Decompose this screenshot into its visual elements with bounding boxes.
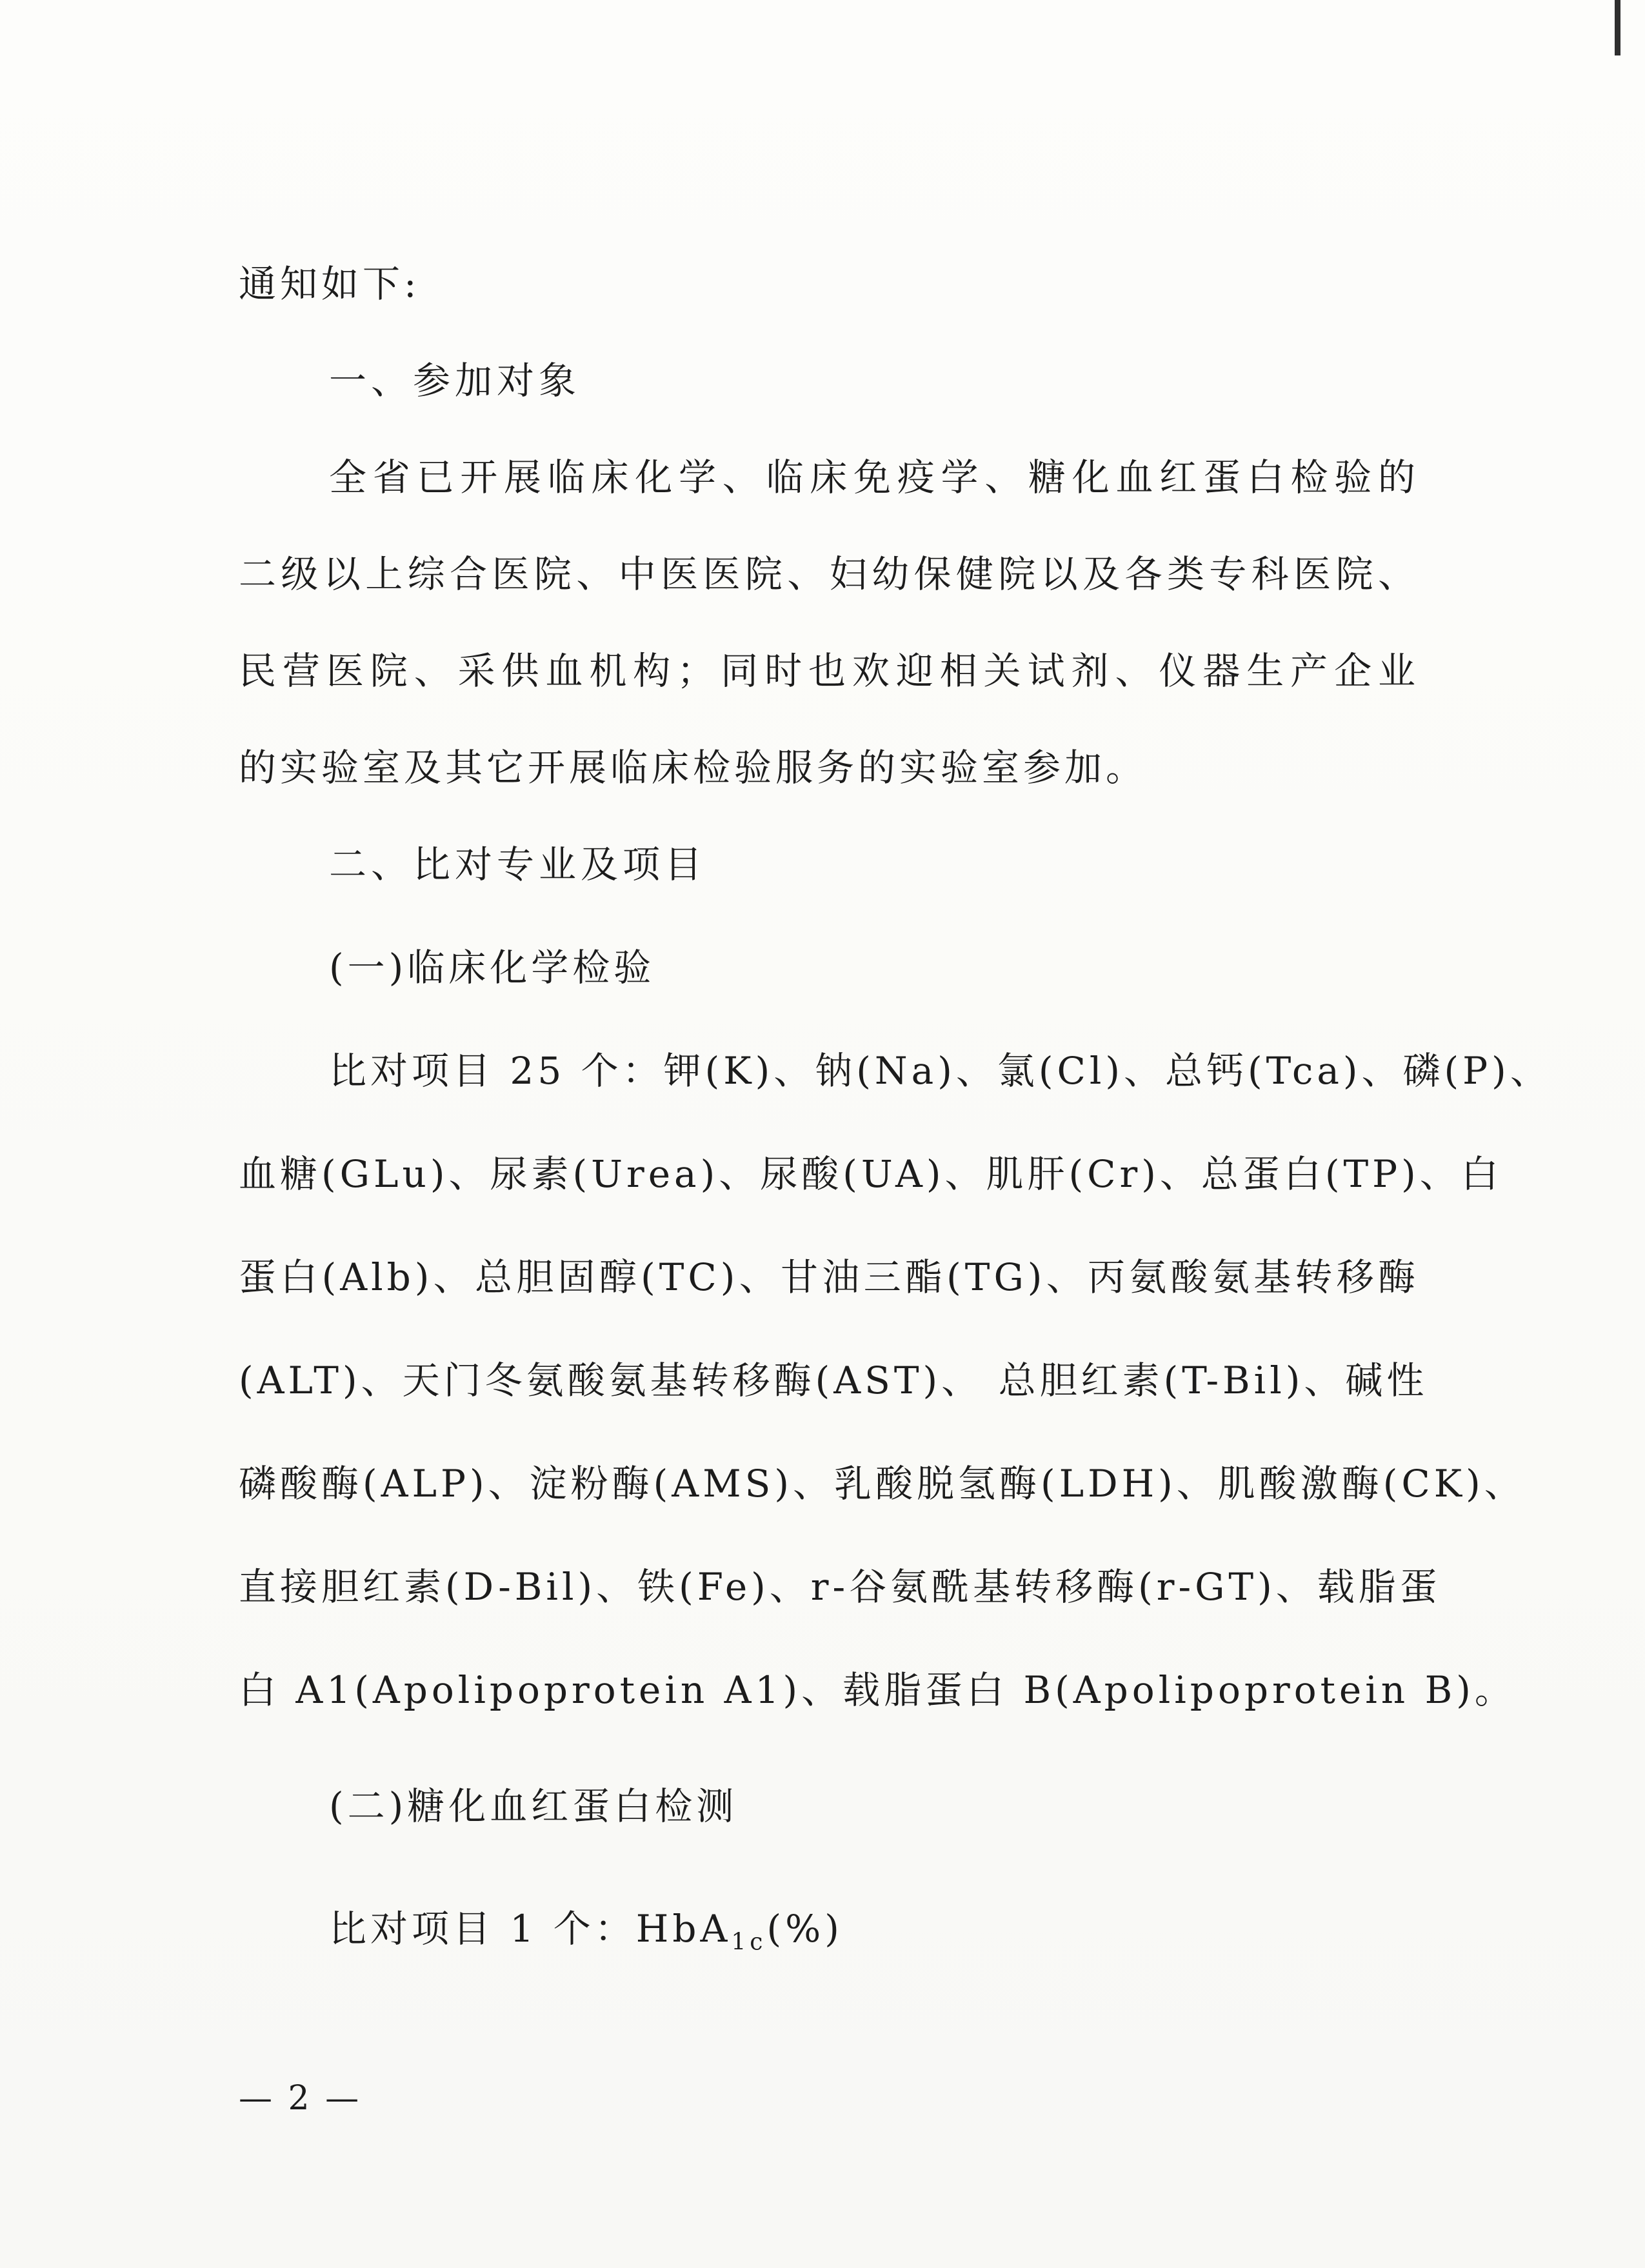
page-number: — 2 —	[239, 2079, 362, 2118]
section-heading-participants: 一、参加对象	[329, 359, 581, 403]
hba1c-item-line	[329, 1903, 1419, 1955]
items-line: 比对项目 25 个：钾(K)、钠(Na)、氯(Cl)、总钙(Tca)、磷(P)、	[329, 1049, 1551, 1093]
scan-edge-mark	[1615, 0, 1620, 55]
items-line: 血糖(GLu)、尿素(Urea)、尿酸(UA)、肌肝(Cr)、总蛋白(TP)、白	[239, 1152, 1502, 1196]
hba1c-prefix: 比对项目 1 个：HbA	[329, 1907, 732, 1951]
items-line: 白 A1(Apolipoprotein A1)、载脂蛋白 B(Apolipoprotein B)。	[239, 1668, 1516, 1712]
subsection-heading-clinical-chemistry: (一)临床化学检验	[329, 946, 655, 990]
paragraph-line: 全省已开展临床化学、临床免疫学、糖化血红蛋白检验的	[329, 455, 1419, 499]
subsection-heading-hba1c: (二)糖化血红蛋白检测	[329, 1784, 738, 1828]
paragraph-line: 二级以上综合医院、中医医院、妇幼保健院以及各类专科医院、	[239, 552, 1419, 596]
intro-line: 通知如下:	[239, 262, 421, 306]
hba1c-subscript: 1c	[731, 1929, 767, 1956]
items-line: 磷酸酶(ALP)、淀粉酶(AMS)、乳酸脱氢酶(LDH)、肌酸激酶(CK)、	[239, 1462, 1526, 1506]
items-line: 蛋白(Alb)、总胆固醇(TC)、甘油三酯(TG)、丙氨酸氨基转移酶	[239, 1255, 1419, 1299]
items-line: 直接胆红素(D-Bil)、铁(Fe)、r-谷氨酰基转移酶(r-GT)、载脂蛋	[239, 1565, 1441, 1609]
items-line: (ALT)、天门冬氨酸氨基转移酶(AST)、 总胆红素(T-Bil)、碱性	[239, 1358, 1428, 1402]
section-heading-items: 二、比对专业及项目	[329, 842, 707, 886]
hba1c-suffix: (%)	[766, 1907, 843, 1951]
paragraph-line: 的实验室及其它开展临床检验服务的实验室参加。	[239, 746, 1148, 790]
paragraph-line: 民营医院、采供血机构；同时也欢迎相关试剂、仪器生产企业	[239, 649, 1419, 693]
